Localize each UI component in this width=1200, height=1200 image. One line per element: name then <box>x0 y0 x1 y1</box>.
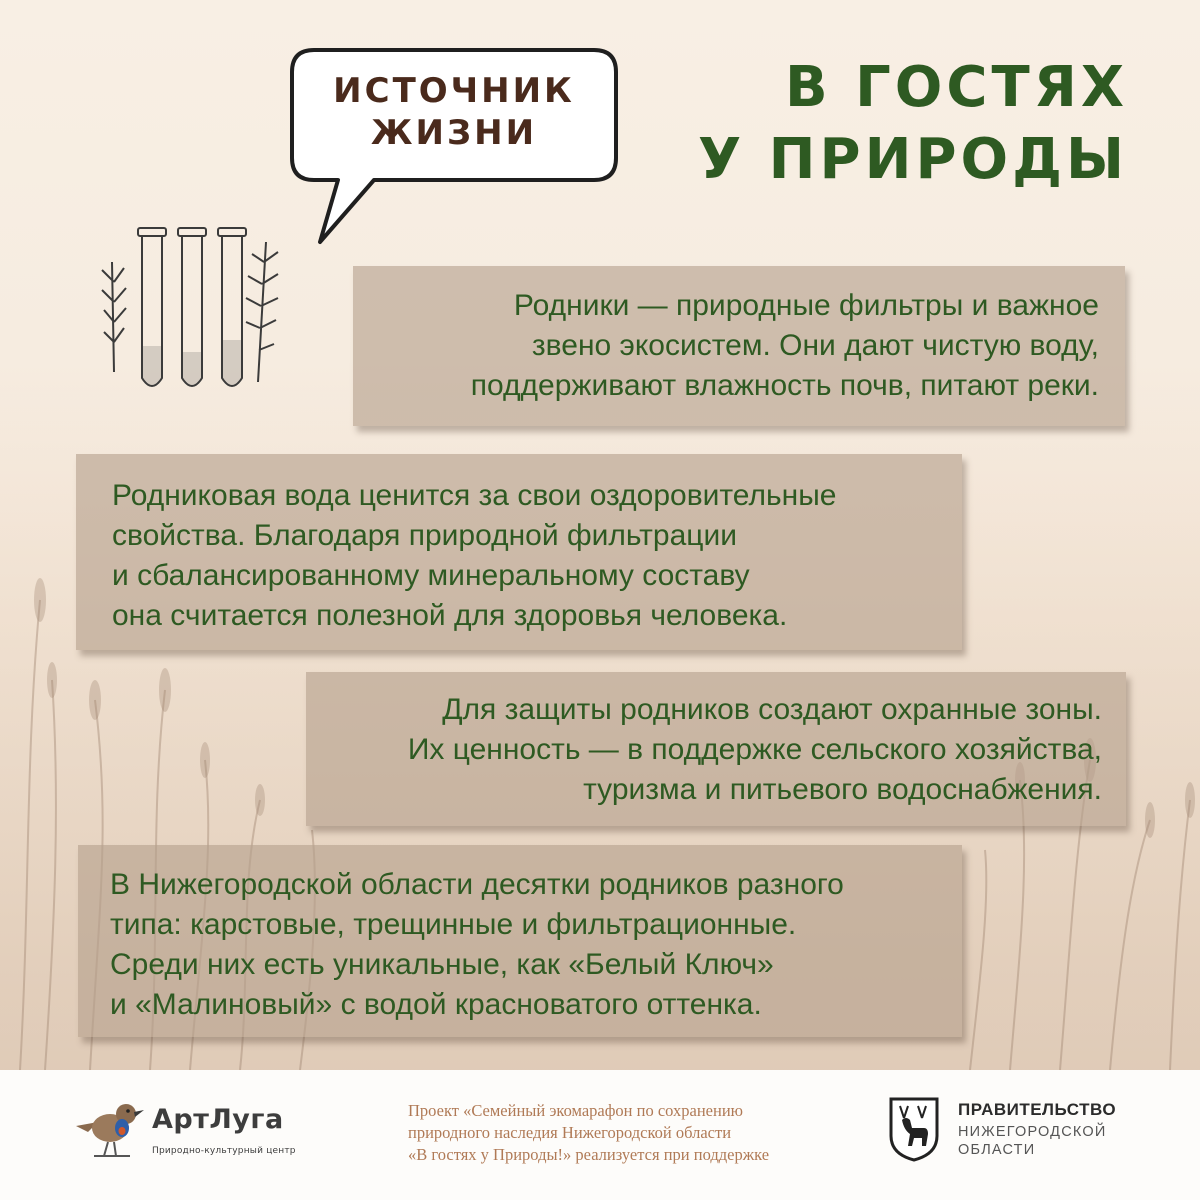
card-4-line-2: типа: карстовые, трещинные и фильтрационные. <box>110 908 797 941</box>
project-line-3: «В гостях у Природы!» реализуется при поддержке <box>408 1145 770 1164</box>
government-oblast: ОБЛАСТИ <box>958 1142 1036 1158</box>
page-title <box>698 52 1128 196</box>
card-4-line-4: и «Малиновый» с водой красноватого оттенка. <box>110 988 762 1021</box>
bluethroat-bird-icon <box>74 1092 144 1160</box>
project-note <box>408 1100 858 1166</box>
deer-coat-of-arms-icon <box>888 1096 940 1162</box>
title-line-1: В ГОСТЯХ <box>784 55 1128 120</box>
info-card-springs <box>353 266 1125 426</box>
card-3-line-3: туризма и питьевого водоснабжения. <box>583 773 1102 806</box>
project-line-1: Проект «Семейный экомарафон по сохранению <box>408 1101 743 1120</box>
project-line-2: природного наследия Нижегородской области <box>408 1123 732 1142</box>
title-line-2: У ПРИРОДЫ <box>698 127 1128 192</box>
government-title: ПРАВИТЕЛЬСТВО <box>958 1100 1117 1119</box>
test-tubes-illustration <box>96 222 306 398</box>
card-2-line-3: и сбалансированному минеральному составу <box>112 559 750 592</box>
artluga-subtitle: Природно-культурный центр <box>152 1146 296 1156</box>
card-4-line-1: В Нижегородской области десятки родников разного <box>110 868 844 901</box>
card-3-line-2: Их ценность — в поддержке сельского хозяйства, <box>407 733 1102 766</box>
artluga-name: АртЛуга <box>152 1104 284 1135</box>
bubble-text <box>296 70 612 154</box>
card-2-line-1: Родниковая вода ценится за свои оздоровительные <box>112 479 837 512</box>
card-4-line-3: Среди них есть уникальные, как «Белый Ключ» <box>110 948 774 981</box>
card-1-line-2: звено экосистем. Они дают чистую воду, <box>531 329 1099 362</box>
card-2-line-4: она считается полезной для здоровья человека. <box>112 599 788 632</box>
info-card-nizhny-region <box>78 845 962 1037</box>
government-region: НИЖЕГОРОДСКОЙ <box>958 1124 1107 1140</box>
card-1-line-1: Родники — природные фильтры и важное <box>513 289 1099 322</box>
info-card-water-health <box>76 454 962 650</box>
bubble-line-2: ЖИЗНИ <box>370 113 538 153</box>
card-1-line-3: поддерживают влажность почв, питают реки. <box>470 369 1099 402</box>
info-card-protection <box>306 672 1126 826</box>
card-2-line-2: свойства. Благодаря природной фильтрации <box>112 519 737 552</box>
card-3-line-1: Для защиты родников создают охранные зоны. <box>442 693 1102 726</box>
bubble-line-1: ИСТОЧНИК <box>333 71 575 111</box>
